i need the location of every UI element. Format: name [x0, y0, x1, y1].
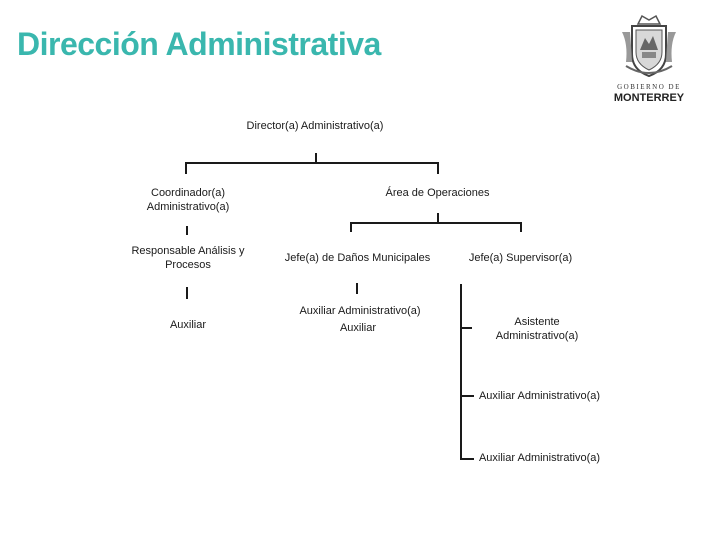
connector-danos-drop	[350, 222, 352, 232]
logo-name: MONTERREY	[613, 92, 685, 104]
connector-asistente-branch	[460, 327, 472, 329]
node-auxiliar-mid: Auxiliar	[339, 322, 377, 334]
connector-supervisor-drop	[520, 222, 522, 232]
node-auxiliar-admin-1: Auxiliar Administrativo(a)	[478, 390, 601, 402]
connector-top-horizontal	[185, 162, 439, 164]
node-area-operaciones: Área de Operaciones	[385, 187, 490, 199]
connector-coordinador-down	[186, 226, 188, 235]
node-director: Director(a) Administrativo(a)	[246, 120, 384, 132]
connector-operaciones-horizontal	[350, 222, 522, 224]
connector-operaciones-drop	[437, 162, 439, 174]
node-auxiliar-admin-2: Auxiliar Administrativo(a)	[478, 452, 601, 464]
node-jefe-danos: Jefe(a) de Daños Municipales	[284, 252, 431, 264]
node-responsable: Responsable Análisis y Procesos	[131, 245, 245, 271]
page-title: Dirección Administrativa	[17, 26, 381, 62]
node-auxiliar-left: Auxiliar	[169, 319, 207, 331]
monterrey-logo	[610, 14, 688, 106]
connector-supervisor-vertical	[460, 284, 462, 460]
connector-coordinador-drop	[185, 162, 187, 174]
coat-of-arms-icon	[618, 14, 680, 80]
connector-responsable-down	[186, 287, 188, 299]
node-coordinador: Coordinador(a) Administrativo(a)	[146, 187, 230, 213]
logo-subtitle: GOBIERNO DE	[617, 83, 681, 91]
connector-danos-down	[356, 283, 358, 294]
node-asistente: Asistente Administrativo(a)	[495, 316, 579, 342]
node-auxiliar-admin-mid: Auxiliar Administrativo(a)	[299, 305, 421, 317]
node-jefe-supervisor: Jefe(a) Supervisor(a)	[468, 252, 573, 264]
